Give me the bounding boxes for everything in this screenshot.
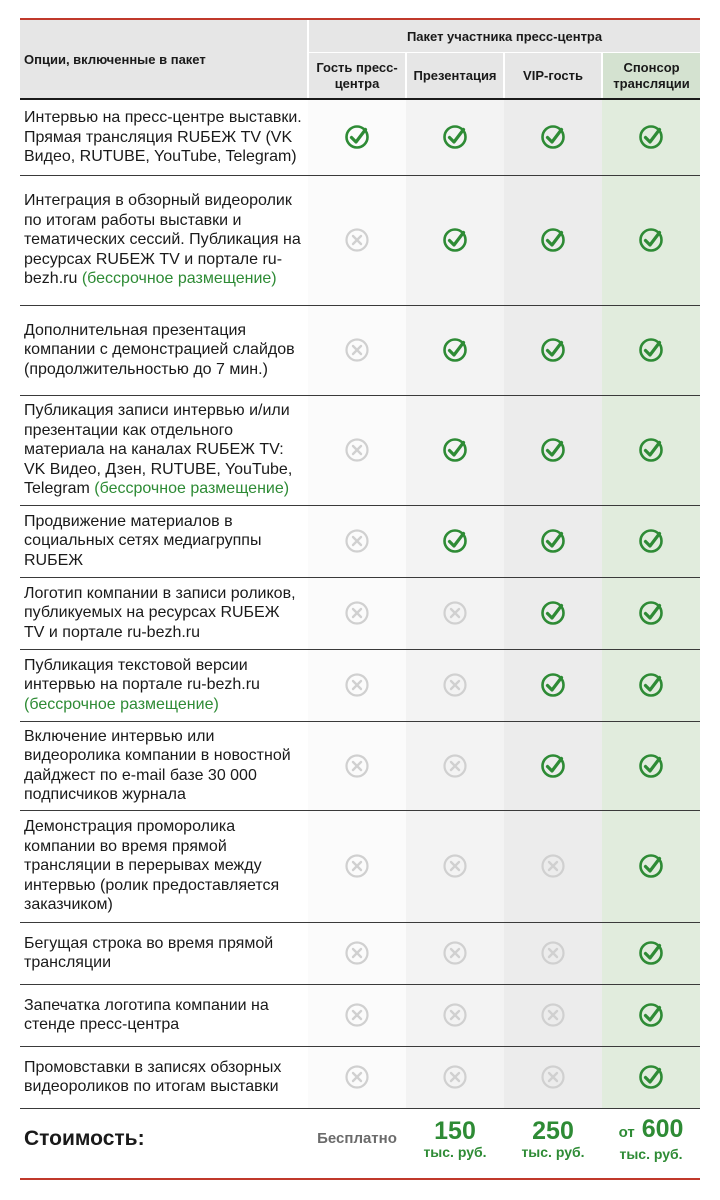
check-circle-icon <box>638 128 664 145</box>
cost-vip-price: 250 <box>532 1116 574 1145</box>
option-text: Логотип компании в записи роликов, публикуемых на ресурсах RUБЕЖ TV и портале ru-bezh.ru <box>24 584 296 641</box>
check-circle-icon <box>638 341 664 358</box>
mark-presentation <box>406 305 504 395</box>
option-text-cell <box>20 922 308 984</box>
mark-vip <box>504 649 602 721</box>
mark-vip <box>504 395 602 505</box>
option-text-cell <box>20 395 308 505</box>
mark-vip <box>504 810 602 922</box>
table-header <box>20 20 700 99</box>
cost-row <box>20 1108 700 1169</box>
check-circle-icon <box>540 676 566 693</box>
tier-presentation-header: Презентация <box>406 53 504 99</box>
cost-label: Стоимость: <box>20 1108 308 1169</box>
mark-guest <box>308 577 406 649</box>
mark-guest <box>308 1046 406 1108</box>
check-circle-icon <box>638 532 664 549</box>
mark-sponsor <box>602 305 700 395</box>
mark-presentation <box>406 721 504 810</box>
mark-presentation <box>406 175 504 305</box>
check-circle-icon <box>540 532 566 549</box>
check-circle-icon <box>540 604 566 621</box>
cost-vip-unit: тыс. руб. <box>521 1143 585 1160</box>
option-text-cell <box>20 721 308 810</box>
mark-presentation <box>406 649 504 721</box>
option-row <box>20 984 700 1046</box>
mark-sponsor <box>602 984 700 1046</box>
mark-sponsor <box>602 649 700 721</box>
mark-sponsor <box>602 395 700 505</box>
table-body <box>20 99 700 1169</box>
x-circle-icon <box>540 944 566 961</box>
mark-vip <box>504 505 602 577</box>
mark-sponsor <box>602 810 700 922</box>
mark-vip <box>504 175 602 305</box>
option-row <box>20 175 700 305</box>
x-circle-icon <box>344 532 370 549</box>
check-circle-icon <box>638 1006 664 1023</box>
option-row <box>20 922 700 984</box>
option-text-cell <box>20 305 308 395</box>
x-circle-icon <box>442 676 468 693</box>
x-circle-icon <box>344 231 370 248</box>
bottom-rule <box>20 1178 700 1180</box>
options-column-header: Опции, включенные в пакет <box>20 20 308 99</box>
option-row <box>20 99 700 175</box>
mark-presentation <box>406 810 504 922</box>
mark-presentation <box>406 505 504 577</box>
mark-presentation <box>406 984 504 1046</box>
mark-presentation <box>406 577 504 649</box>
x-circle-icon <box>344 441 370 458</box>
mark-sponsor <box>602 175 700 305</box>
option-text: Запечатка логотипа компании на стенде пресс-центра <box>24 996 269 1033</box>
option-text-cell <box>20 175 308 305</box>
cost-sponsor-unit: тыс. руб. <box>619 1145 683 1162</box>
x-circle-icon <box>442 604 468 621</box>
mark-sponsor <box>602 577 700 649</box>
x-circle-icon <box>442 857 468 874</box>
option-row <box>20 1046 700 1108</box>
option-row <box>20 505 700 577</box>
mark-guest <box>308 810 406 922</box>
option-row <box>20 721 700 810</box>
option-text-cell <box>20 577 308 649</box>
mark-presentation <box>406 922 504 984</box>
x-circle-icon <box>442 1006 468 1023</box>
mark-guest <box>308 922 406 984</box>
package-header: Пакет участника пресс-центра <box>308 20 700 53</box>
option-text: Демонстрация проморолика компании во время прямой трансляции в перерывах между интервью (ролик предоставляется заказчиком) <box>24 818 280 914</box>
mark-sponsor <box>602 922 700 984</box>
option-text: Включение интервью или видеоролика компании в новостной дайджест по e-mail базе 30 000 подписчиков журнала <box>24 727 291 803</box>
mark-vip <box>504 984 602 1046</box>
cost-presentation-unit: тыс. руб. <box>423 1143 487 1160</box>
mark-sponsor <box>602 721 700 810</box>
mark-guest <box>308 395 406 505</box>
option-row <box>20 810 700 922</box>
mark-guest <box>308 721 406 810</box>
mark-vip <box>504 577 602 649</box>
tier-vip-header: VIP-гость <box>504 53 602 99</box>
mark-guest <box>308 305 406 395</box>
x-circle-icon <box>344 944 370 961</box>
mark-sponsor <box>602 1046 700 1108</box>
mark-guest <box>308 649 406 721</box>
check-circle-icon <box>540 128 566 145</box>
option-row <box>20 577 700 649</box>
x-circle-icon <box>344 341 370 358</box>
x-circle-icon <box>344 1006 370 1023</box>
option-text: Бегущая строка во время прямой трансляции <box>24 934 274 971</box>
x-circle-icon <box>442 944 468 961</box>
x-circle-icon <box>540 1068 566 1085</box>
option-row <box>20 305 700 395</box>
mark-vip <box>504 1046 602 1108</box>
option-text-cell <box>20 505 308 577</box>
check-circle-icon <box>638 604 664 621</box>
x-circle-icon <box>442 757 468 774</box>
check-circle-icon <box>638 944 664 961</box>
option-note: (бессрочное размещение) <box>81 270 277 288</box>
check-circle-icon <box>540 231 566 248</box>
check-circle-icon <box>638 231 664 248</box>
x-circle-icon <box>344 1068 370 1085</box>
option-text-cell <box>20 649 308 721</box>
check-circle-icon <box>344 128 370 145</box>
x-circle-icon <box>344 857 370 874</box>
x-circle-icon <box>540 857 566 874</box>
cost-sponsor-prefix: от <box>618 1123 635 1141</box>
check-circle-icon <box>442 532 468 549</box>
x-circle-icon <box>540 1006 566 1023</box>
option-text: Промовставки в записях обзорных видеороликов по итогам выставки <box>24 1058 282 1095</box>
mark-vip <box>504 99 602 175</box>
mark-sponsor <box>602 505 700 577</box>
check-circle-icon <box>442 128 468 145</box>
mark-vip <box>504 305 602 395</box>
option-text: Публикация записи интервью и/или презентации как отдельного материала на каналах RUБЕЖ TV: VK Видео, Дзен, RUTUBE, YouTube, Telegram <box>24 402 293 498</box>
option-text-cell <box>20 1046 308 1108</box>
tier-guest-header: Гость пресс-центра <box>308 53 406 99</box>
option-text: Продвижение материалов в социальных сетях медиагруппы RUБЕЖ <box>24 512 262 569</box>
cost-presentation <box>406 1108 504 1169</box>
mark-vip <box>504 721 602 810</box>
x-circle-icon <box>344 604 370 621</box>
option-row <box>20 649 700 721</box>
mark-presentation <box>406 99 504 175</box>
mark-guest <box>308 99 406 175</box>
mark-guest <box>308 175 406 305</box>
option-text-cell <box>20 99 308 175</box>
option-text: Публикация текстовой версии интервью на портале ru-bezh.ru <box>24 656 260 694</box>
check-circle-icon <box>442 231 468 248</box>
check-circle-icon <box>638 676 664 693</box>
check-circle-icon <box>540 341 566 358</box>
cost-sponsor-price-line <box>602 1116 700 1146</box>
check-circle-icon <box>638 441 664 458</box>
x-circle-icon <box>344 676 370 693</box>
cost-guest <box>308 1108 406 1169</box>
x-circle-icon <box>344 757 370 774</box>
check-circle-icon <box>540 441 566 458</box>
check-circle-icon <box>638 857 664 874</box>
option-text: Интеграция в обзорный видеоролик по итогам работы выставки и тематических сессий. Публикация на ресурсах RUБЕЖ TV и портале ru-bezh.ru <box>24 192 301 288</box>
x-circle-icon <box>442 1068 468 1085</box>
option-note: (бессрочное размещение) <box>24 695 219 713</box>
press-center-packages-table <box>20 20 700 1169</box>
mark-vip <box>504 922 602 984</box>
option-text-cell <box>20 810 308 922</box>
tier-sponsor-header: Спонсор трансляции <box>602 53 700 99</box>
mark-presentation <box>406 395 504 505</box>
option-note: (бессрочное размещение) <box>94 480 290 498</box>
mark-presentation <box>406 1046 504 1108</box>
cost-sponsor-price: 600 <box>641 1114 684 1143</box>
check-circle-icon <box>442 341 468 358</box>
mark-sponsor <box>602 99 700 175</box>
check-circle-icon <box>540 757 566 774</box>
cost-guest-value: Бесплатно <box>317 1129 397 1147</box>
option-text-cell <box>20 984 308 1046</box>
cost-presentation-price: 150 <box>434 1116 476 1145</box>
mark-guest <box>308 505 406 577</box>
cost-vip <box>504 1108 602 1169</box>
check-circle-icon <box>638 1068 664 1085</box>
option-row <box>20 395 700 505</box>
cost-sponsor <box>602 1108 700 1169</box>
option-text: Дополнительная презентация компании с демонстрацией слайдов (продолжительностью до 7 мин.) <box>24 321 295 378</box>
check-circle-icon <box>638 757 664 774</box>
check-circle-icon <box>442 441 468 458</box>
mark-guest <box>308 984 406 1046</box>
option-text: Интервью на пресс-центре выставки. Прямая трансляция RUБЕЖ TV (VK Видео, RUTUBE, YouTube, Telegram) <box>24 109 302 165</box>
